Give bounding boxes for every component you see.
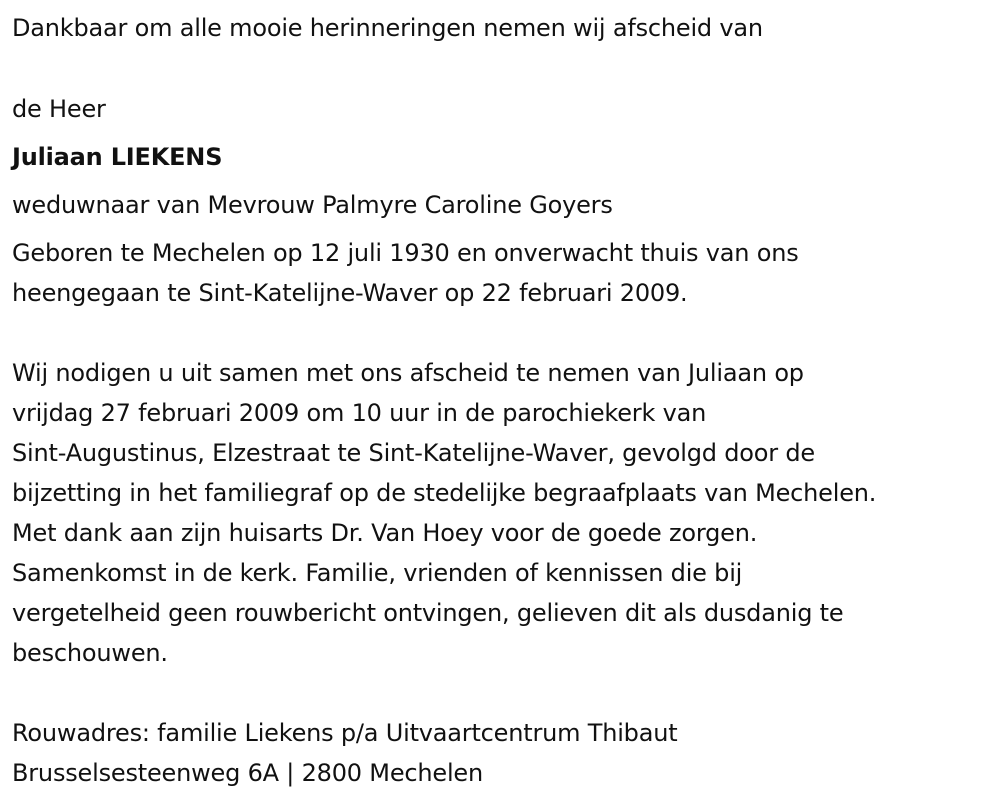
paragraph-line: Sint-Augustinus, Elzestraat te Sint-Katelijne-Waver, gevolgd door de [12,439,815,467]
address-line: Brusselsesteenweg 6A | 2800 Mechelen [12,759,483,787]
intro-block [12,8,763,48]
paragraph-line: beschouwen. [12,639,168,667]
paragraph-line: Met dank aan zijn huisarts Dr. Van Hoey voor de goede zorgen. [12,519,758,547]
birth-death-paragraph [12,233,799,313]
paragraph-line: heengegaan te Sint-Katelijne-Waver op 22 februari 2009. [12,279,688,307]
paragraph-line: Geboren te Mechelen op 12 juli 1930 en onverwacht thuis van ons [12,239,799,267]
relation-text: weduwnaar van Mevrouw Palmyre Caroline Goyers [12,191,613,219]
paragraph-line: vrijdag 27 februari 2009 om 10 uur in de parochiekerk van [12,399,707,427]
address-block [12,713,677,793]
paragraph-line: vergetelheid geen rouwbericht ontvingen, gelieven dit als dusdanig te [12,599,844,627]
title-block [12,89,106,129]
invitation-paragraph [12,353,876,673]
paragraph-line: bijzetting in het familiegraf op de stedelijke begraafplaats van Mechelen. [12,479,877,507]
deceased-name: Juliaan LIEKENS [12,143,223,171]
intro-text: Dankbaar om alle mooie herinneringen nemen wij afscheid van [12,14,763,42]
paragraph-line: Samenkomst in de kerk. Familie, vrienden of kennissen die bij [12,559,743,587]
name-block [12,137,222,177]
address-line: Rouwadres: familie Liekens p/a Uitvaartcentrum Thibaut [12,719,678,747]
paragraph-line: Wij nodigen u uit samen met ons afscheid te nemen van Juliaan op [12,359,804,387]
relation-block [12,185,613,225]
honorific-title: de Heer [12,95,106,123]
